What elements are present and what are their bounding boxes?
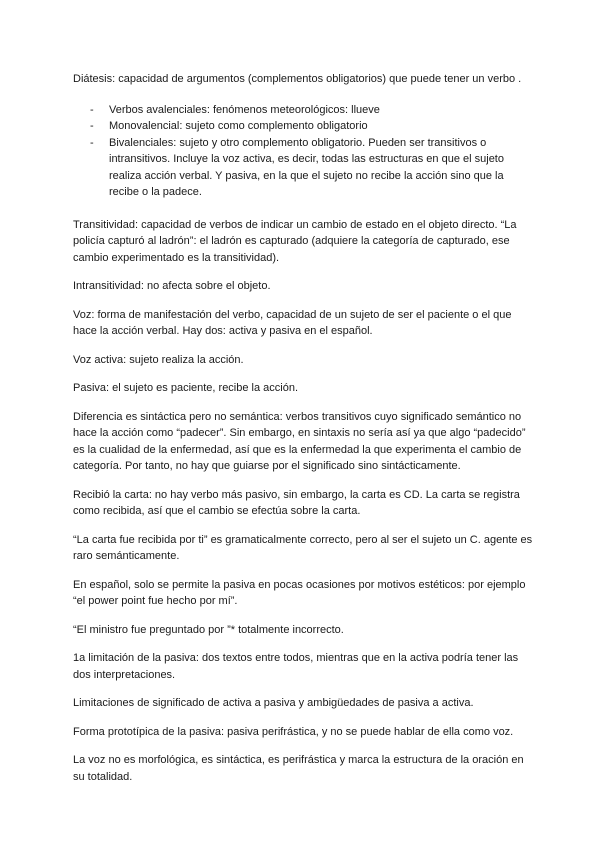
paragraph-intransitividad: Intransitividad: no afecta sobre el objeto. — [73, 280, 271, 292]
paragraph-diferencia: Diferencia es sintáctica pero no semántica: verbos transitivos cuyo significado semántico no hace la acción como “padecer”. Sin embargo, en sintaxis no sería así ya que algo “padecido” es la cualidad de la enfermedad, así que es la enfermedad la que experimenta el cambio de categoría. Por tanto, no hay que guiarse por el significado sino sintácticamente. — [73, 410, 526, 472]
list-dash: - — [90, 103, 94, 116]
paragraph-recibio: Recibió la carta: no hay verbo más pasivo, sin embargo, la carta es CD. La carta se registra como recibida, así que el cambio se efectúa sobre la carta. — [73, 488, 520, 517]
list-item-text: Monovalencial: sujeto como complemento obligatorio — [109, 120, 368, 132]
list-dash: - — [90, 136, 94, 149]
list-item — [90, 102, 533, 119]
paragraph-limitaciones: Limitaciones de significado de activa a pasiva y ambigüedades de pasiva a activa. — [73, 697, 474, 709]
paragraph-forma: Forma prototípica de la pasiva: pasiva perifrástica, y no se puede hablar de ella como voz. — [73, 725, 514, 738]
paragraph-carta-recibida: “La carta fue recibida por ti” es gramaticalmente correcto, pero al ser el sujeto un C. agente es raro semánticamente. — [73, 533, 533, 562]
paragraph-voz-morfologica: La voz no es morfológica, es sintáctica, es perifrástica y marca la estructura de la oración en su totalidad. — [73, 754, 524, 783]
list-item-text: Bivalenciales: sujeto y otro complemento obligatorio. Pueden ser transitivos o intransitivos. Incluye la voz activa, es decir, todas las estructuras en que el sujeto realiza acción verbal. Y pasiva, en la que el sujeto no recibe la acción sino que la recibe o la padece. — [109, 136, 504, 198]
list-item — [90, 118, 533, 135]
paragraph-voz-activa: Voz activa: sujeto realiza la acción. — [73, 353, 244, 366]
paragraph-voz: Voz: forma de manifestación del verbo, capacidad de un sujeto de ser el paciente o el que hace la acción verbal. Hay dos: activa y pasiva en el español. — [73, 308, 512, 337]
paragraph-espanol: En español, solo se permite la pasiva en pocas ocasiones por motivos estéticos: por ejemplo “el power point fue hecho por mí”. — [73, 578, 526, 607]
valency-list — [73, 102, 533, 201]
paragraph-pasiva: Pasiva: el sujeto es paciente, recibe la acción. — [73, 382, 299, 394]
document-page — [73, 71, 533, 797]
paragraph-ministro: “El ministro fue preguntado por ”* totalmente incorrecto. — [73, 623, 344, 636]
list-item-text: Verbos avalenciales: fenómenos meteorológicos: llueve — [109, 103, 380, 116]
list-dash: - — [90, 120, 94, 132]
paragraph-transitividad: Transitividad: capacidad de verbos de indicar un cambio de estado en el objeto directo. “La policía capturó al ladrón”: el ladrón es capturado (adquiere la categoría de capturado, ese cambio experimentado es la transitividad). — [73, 218, 517, 264]
list-item — [90, 135, 533, 201]
paragraph-limitacion: 1a limitación de la pasiva: dos textos entre todos, mientras que en la activa podría tener las dos interpretaciones. — [73, 652, 519, 681]
intro-paragraph: Diátesis: capacidad de argumentos (complementos obligatorios) que puede tener un verbo . — [73, 73, 522, 85]
